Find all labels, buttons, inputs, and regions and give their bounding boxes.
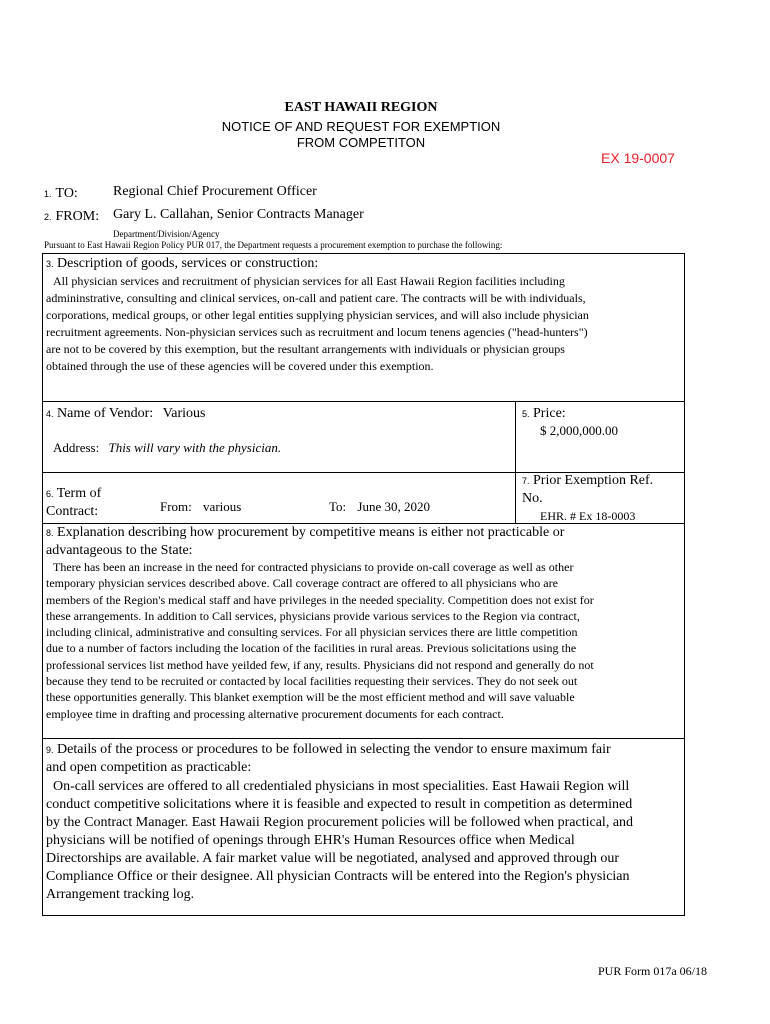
section9-num: 9. (46, 745, 54, 755)
prior-ref-value[interactable]: EHR. # Ex 18-0003 (540, 509, 636, 523)
from-label: FROM: (55, 209, 100, 224)
section3-body[interactable] (46, 273, 682, 375)
prior-ref-label-line1: Prior Exemption Ref. (533, 473, 654, 488)
section9-line: physicians will be notified of openings through EHR's Human Resources office when Medical (46, 833, 575, 848)
section5-header (522, 406, 566, 422)
section6-num: 6. (46, 489, 54, 499)
section3-header (46, 256, 318, 272)
pursuant-text: Pursuant to East Hawaii Region Policy PUR 017, the Department requests a procurement exemption to purchase the following: (44, 240, 503, 250)
term-from-value[interactable]: various (203, 499, 242, 514)
section3-line: obtained through the use of these agencies will be covered under this exemption. (46, 359, 434, 373)
prior-ref-label (522, 472, 653, 508)
term-from (160, 499, 241, 515)
term-from-label: From: (160, 499, 192, 514)
section8-line: temporary physician services described above. Call coverage contract are offered to all physicians who are (46, 576, 558, 591)
section9-line: by the Contract Manager. East Hawaii Region procurement policies will be followed when practical, and (46, 815, 634, 830)
section3-line: admininstrative, consulting and clinical services, on-call and patient care. The contracts will be with individuals, (46, 291, 586, 305)
section9-line: On-call services are offered to all credentialed physicians in most specialities. East Hawaii Region will (53, 779, 630, 794)
section9-line: Arrangement tracking log. (46, 887, 195, 902)
section8-heading-line1: Explanation describing how procurement by competitive means is either not practicable or (57, 525, 565, 540)
section8-line: employee time in drafting and processing alternative procurement documents for each contract. (46, 706, 504, 721)
to-row (44, 184, 78, 202)
section9-body[interactable] (46, 778, 686, 904)
exemption-number: EX 19-0007 (601, 150, 675, 166)
section5-box (515, 401, 685, 473)
from-num: 2. (44, 212, 52, 222)
section3-line: All physician services and recruitment of physician services for all East Hawaii Region facilities including (53, 274, 565, 288)
section8-box (42, 523, 685, 739)
section9-heading-line2: and open competition as practicable: (46, 760, 252, 775)
section8-line: these opportunities generally. This blanket exemption will be the most efficient method and will save valuable (46, 690, 575, 705)
term-to-label: To: (329, 499, 347, 514)
section3-num: 3. (46, 259, 54, 269)
prior-ref-label-line2: No. (522, 491, 543, 506)
to-value[interactable]: Regional Chief Procurement Officer (113, 184, 317, 199)
form-id: PUR Form 017a 06/18 (598, 964, 708, 978)
section8-line: professional services list method have yeilded few, if any, results. Physicians did not respond and generally do not (46, 657, 594, 672)
section5-num: 5. (522, 409, 530, 419)
section3-line: corporations, medical groups, or other legal entities supplying physician services, and will also include physician (46, 308, 589, 322)
to-label: TO: (55, 186, 78, 201)
form-title-line2: FROM COMPETITON (296, 135, 426, 150)
section9-line: Compliance Office or their designee. All physician Contracts will be entered into the Region's physician (46, 869, 630, 884)
section8-line: due to a number of factors including the location of the facilities in rural areas. Previous solicitations using the (46, 641, 577, 656)
section4-num: 4. (46, 409, 54, 419)
from-value[interactable]: Gary L. Callahan, Senior Contracts Manager (113, 207, 364, 222)
section9-line: conduct competitive solicitations where it is feasible and expected to result in competition as determined (46, 797, 633, 812)
address-row (53, 440, 281, 456)
section8-line: because they tend to be recruited or contacted by local facilities requesting their services. They do not seek out (46, 674, 578, 689)
term-label (46, 485, 101, 520)
section7-box (515, 472, 685, 524)
section7-num: 7. (522, 476, 530, 486)
from-row (44, 207, 99, 225)
section8-heading-line2: advantageous to the State: (46, 543, 193, 558)
term-to-value[interactable]: June 30, 2020 (357, 499, 430, 514)
section8-body[interactable] (46, 559, 686, 722)
section9-line: Directorships are available. A fair market value will be negotiated, analysed and approved through our (46, 851, 620, 866)
section3-heading: Description of goods, services or construction: (57, 256, 319, 271)
section9-heading-line1: Details of the process or procedures to be followed in selecting the vendor to ensure maximum fair (57, 742, 611, 757)
section3-box (42, 253, 685, 402)
term-to (329, 499, 430, 515)
section4-box (42, 401, 516, 473)
term-label-line1: Term of (56, 486, 102, 501)
section8-line: members of the Region's medical staff and have privileges in the needed speciality. Competition does not exist for (46, 592, 594, 607)
section9-box (42, 738, 685, 916)
section3-line: recruitment agreements. Non-physician services such as recruitment and locum tenens agencies ("head-hunters") (46, 325, 588, 339)
org-title: EAST HAWAII REGION (284, 100, 438, 115)
address-label: Address: (53, 440, 100, 455)
from-sublabel: Department/Division/Agency (113, 229, 220, 239)
vendor-value[interactable]: Various (162, 406, 206, 421)
section8-heading (46, 524, 682, 559)
price-label: Price: (533, 406, 566, 421)
section8-line: including clinical, administrative and consulting services. For all physician services there are little competition (46, 625, 578, 640)
section4-header (46, 406, 205, 422)
form-title-line1: NOTICE OF AND REQUEST FOR EXEMPTION (221, 119, 501, 134)
section3-line: are not to be covered by this exemption, but the resultant arrangements with individuals or physician groups (46, 342, 565, 356)
section8-line: There has been an increase in the need for contracted physicians to provide on-call coverage as well as other (53, 560, 574, 574)
section6-box (42, 472, 516, 524)
section8-line: these arrangements. In addition to Call services, physicians provide various services to the Region via contract, (46, 608, 580, 623)
price-value[interactable]: $ 2,000,000.00 (540, 423, 618, 438)
to-num: 1. (44, 189, 52, 199)
term-label-line2: Contract: (46, 504, 99, 519)
section9-heading (46, 741, 682, 777)
section8-num: 8. (46, 528, 54, 538)
vendor-label: Name of Vendor: (57, 406, 154, 421)
address-value[interactable]: This will vary with the physician. (108, 440, 282, 455)
